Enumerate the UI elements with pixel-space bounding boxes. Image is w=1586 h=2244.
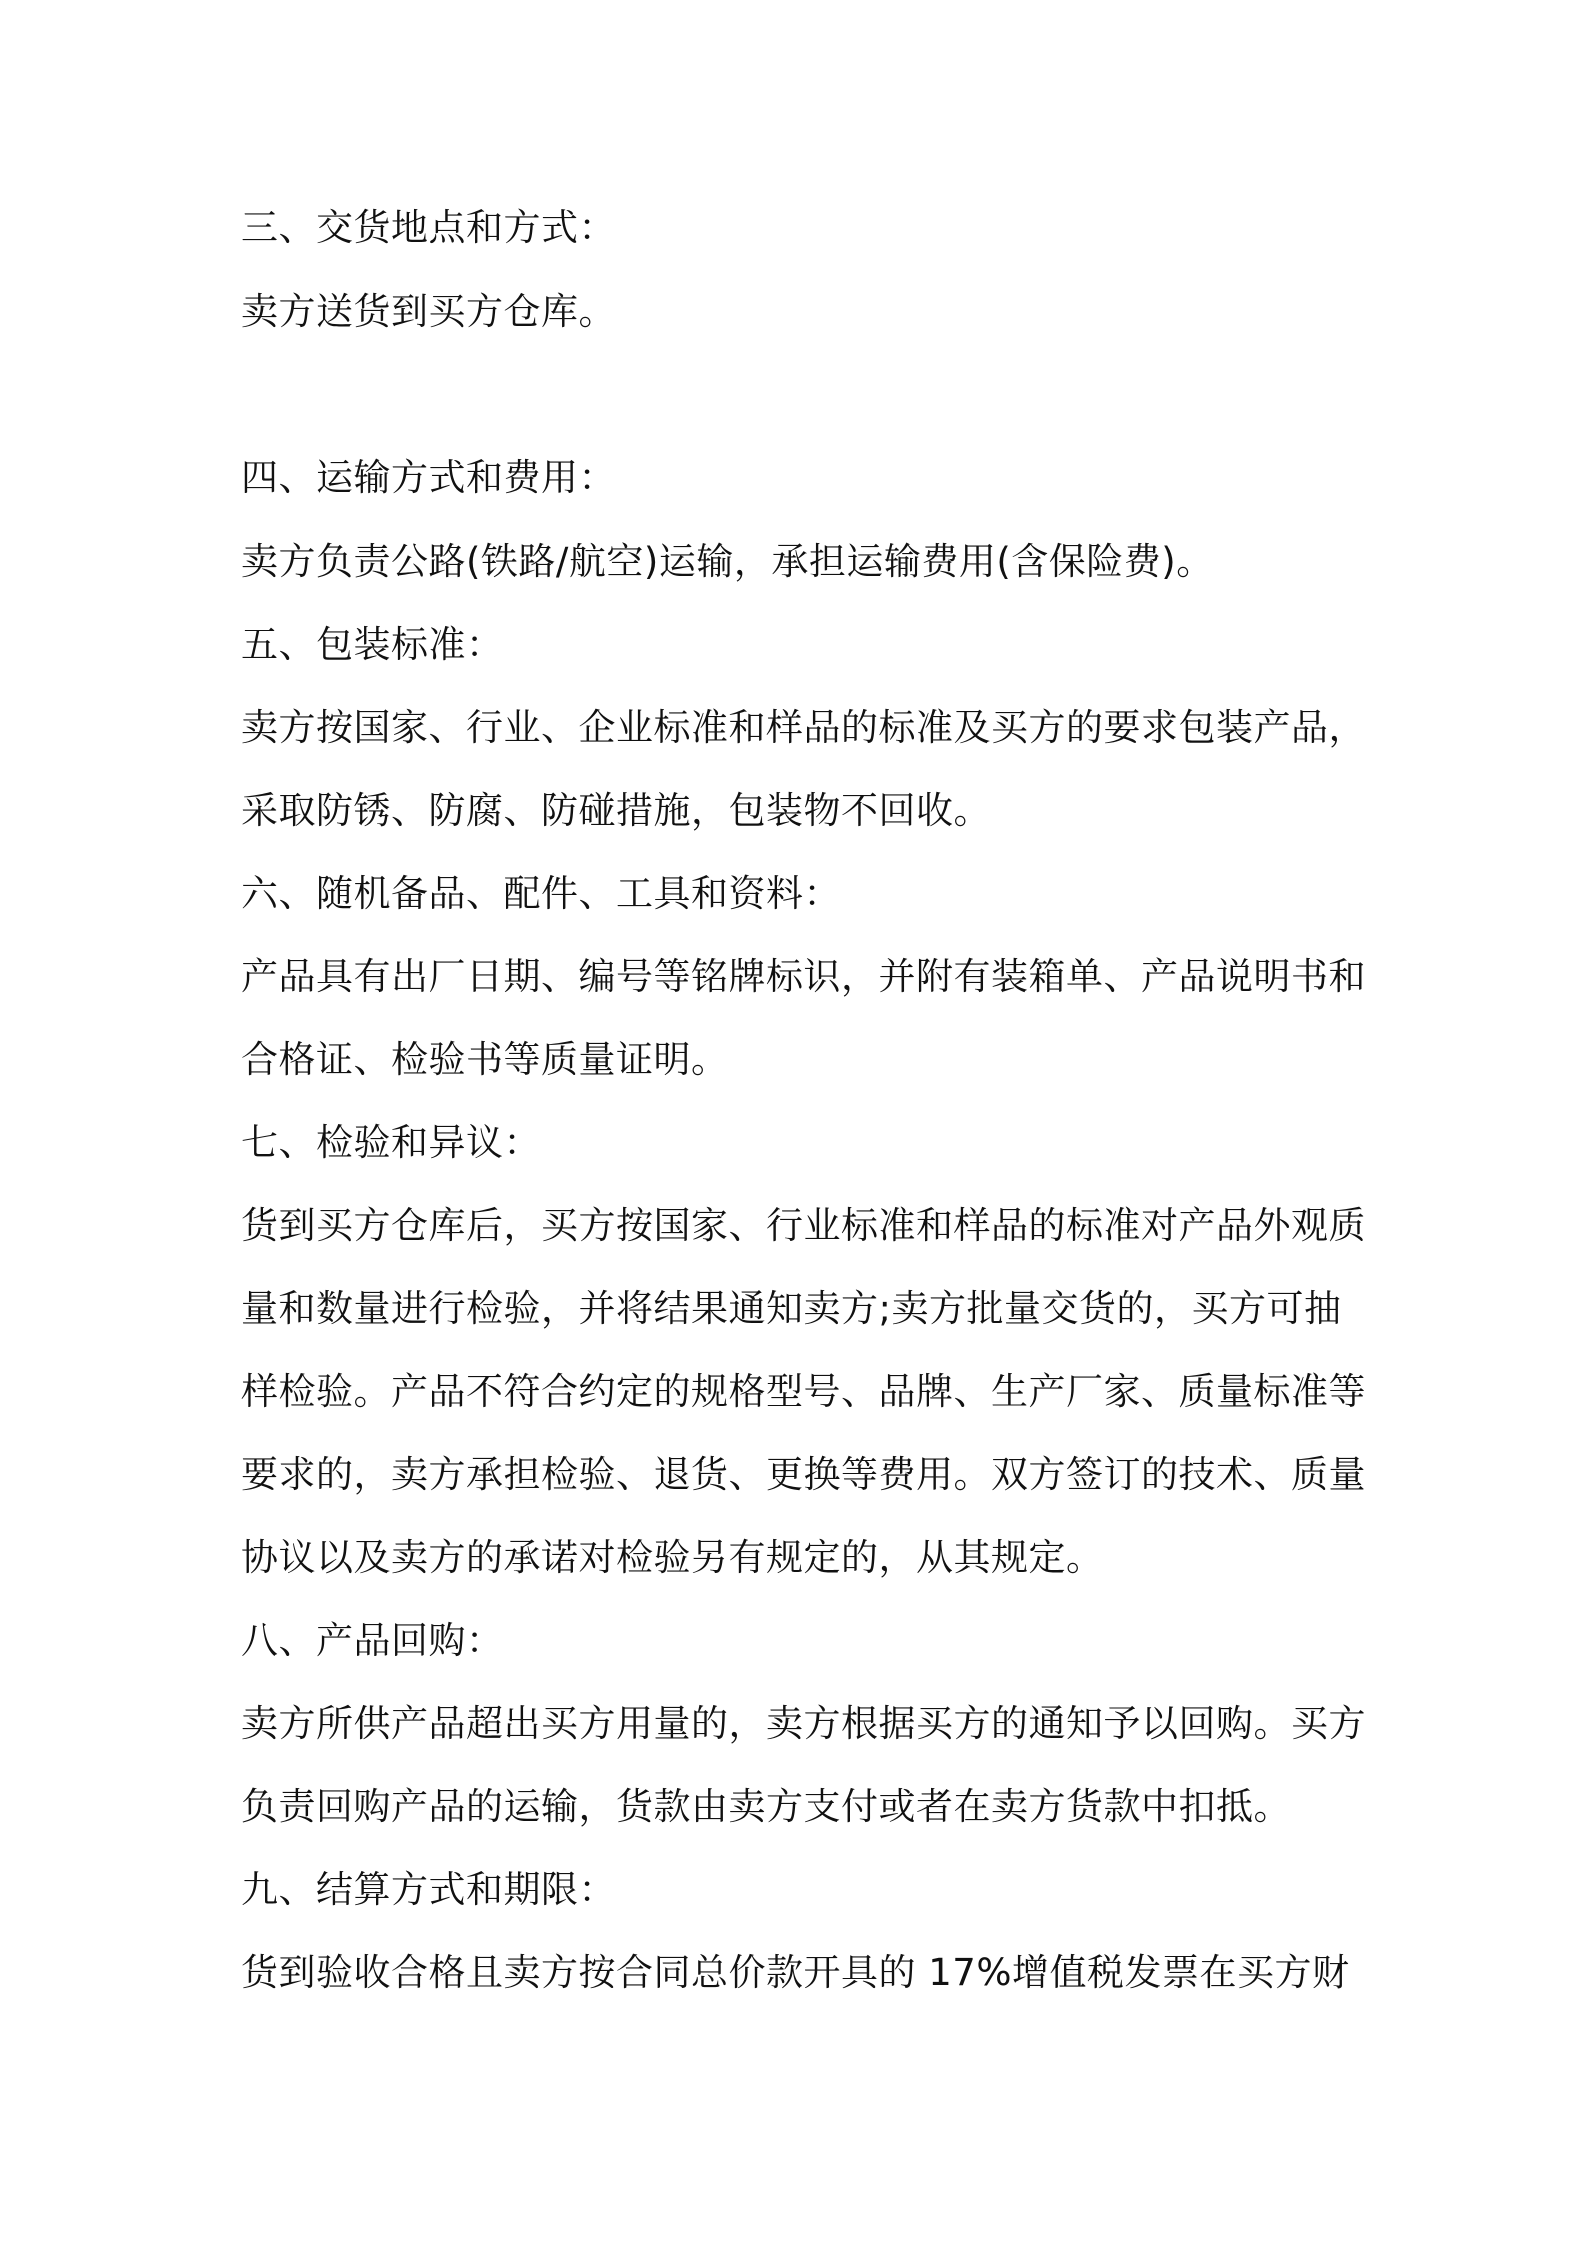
paragraph-line: 负责回购产品的运输，货款由卖方支付或者在卖方货款中扣抵。 — [241, 1785, 1291, 1828]
paragraph-line: 要求的，卖方承担检验、退货、更换等费用。双方签订的技术、质量 — [241, 1453, 1366, 1496]
section-heading-transport: 四、运输方式和费用： — [241, 456, 616, 499]
paragraph-line: 采取防锈、防腐、防碰措施，包装物不回收。 — [241, 789, 991, 832]
paragraph-line: 货到买方仓库后，买方按国家、行业标准和样品的标准对产品外观质 — [241, 1204, 1366, 1247]
paragraph-line: 样检验。产品不符合约定的规格型号、品牌、生产厂家、质量标准等 — [241, 1370, 1366, 1413]
section-heading-delivery: 三、交货地点和方式： — [241, 206, 616, 249]
section-heading-settlement: 九、结算方式和期限： — [241, 1868, 616, 1911]
section-heading-packaging: 五、包装标准： — [241, 623, 504, 666]
paragraph-line: 量和数量进行检验，并将结果通知卖方;卖方批量交货的，买方可抽 — [241, 1287, 1342, 1330]
paragraph-line: 产品具有出厂日期、编号等铭牌标识，并附有装箱单、产品说明书和 — [241, 955, 1366, 998]
paragraph-line: 合格证、检验书等质量证明。 — [241, 1038, 729, 1081]
paragraph-line: 协议以及卖方的承诺对检验另有规定的，从其规定。 — [241, 1536, 1104, 1579]
paragraph-line: 卖方送货到买方仓库。 — [241, 290, 616, 333]
paragraph-line: 卖方所供产品超出买方用量的，卖方根据买方的通知予以回购。买方 — [241, 1702, 1366, 1745]
paragraph-line: 卖方负责公路(铁路/航空)运输，承担运输费用(含保险费)。 — [241, 540, 1214, 583]
paragraph-line: 卖方按国家、行业、企业标准和样品的标准及买方的要求包装产品， — [241, 706, 1366, 749]
section-heading-accessories: 六、随机备品、配件、工具和资料： — [241, 872, 841, 915]
section-heading-buyback: 八、产品回购： — [241, 1619, 504, 1662]
section-heading-inspection: 七、检验和异议： — [241, 1121, 541, 1164]
paragraph-line: 货到验收合格且卖方按合同总价款开具的 17%增值税发票在买方财 — [241, 1951, 1350, 1994]
